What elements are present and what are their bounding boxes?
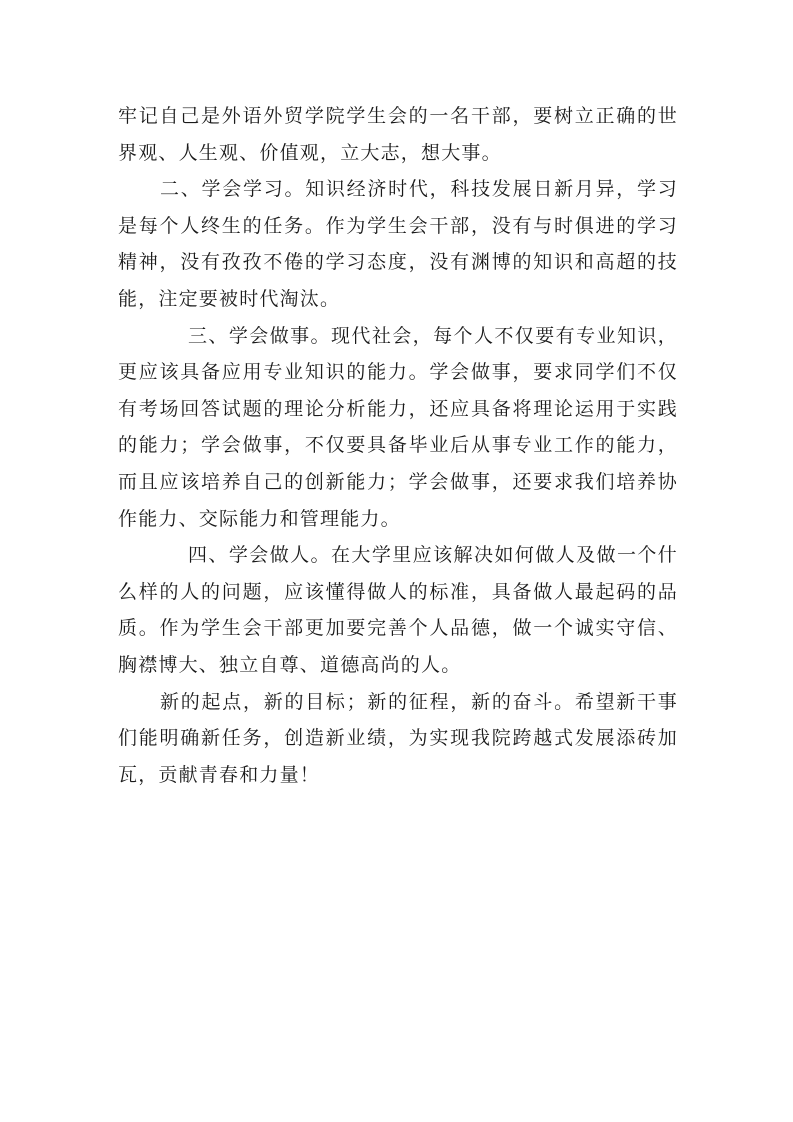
paragraph-closing: 新的起点，新的目标；新的征程，新的奋斗。希望新干事们能明确新任务，创造新业绩，为实现我院跨越式发展添砖加瓦，贡献青春和力量！ (118, 690, 678, 786)
document-body (118, 98, 678, 793)
paragraph-learn-to-work: 三、学会做事。现代社会，每个人不仅要有专业知识，更应该具备应用专业知识的能力。学会做事，要求同学们不仅有考场回答试题的理论分析能力，还应具备将理论运用于实践的能力；学会做事，不仅要具备毕业后从事专业工作的能力，而且应该培养自己的创新能力；学会做事，还要求我们培养协作能力、交际能力和管理能力。 (118, 324, 678, 530)
paragraph-learn-to-study: 二、学会学习。知识经济时代，科技发展日新月异，学习是每个人终生的任务。作为学生会干部，没有与时俱进的学习精神，没有孜孜不倦的学习态度，没有渊博的知识和高超的技能，注定要被时代淘汰。 (118, 178, 678, 310)
paragraph-learn-to-be-human: 四、学会做人。在大学里应该解决如何做人及做一个什么样的人的问题，应该懂得做人的标准，具备做人最起码的品质。作为学生会干部更加要完善个人品德，做一个诚实守信、胸襟博大、独立自尊、道德高尚的人。 (118, 544, 678, 676)
paragraph-continuation: 牢记自己是外语外贸学院学生会的一名干部，要树立正确的世界观、人生观、价值观，立大志，想大事。 (118, 105, 678, 164)
